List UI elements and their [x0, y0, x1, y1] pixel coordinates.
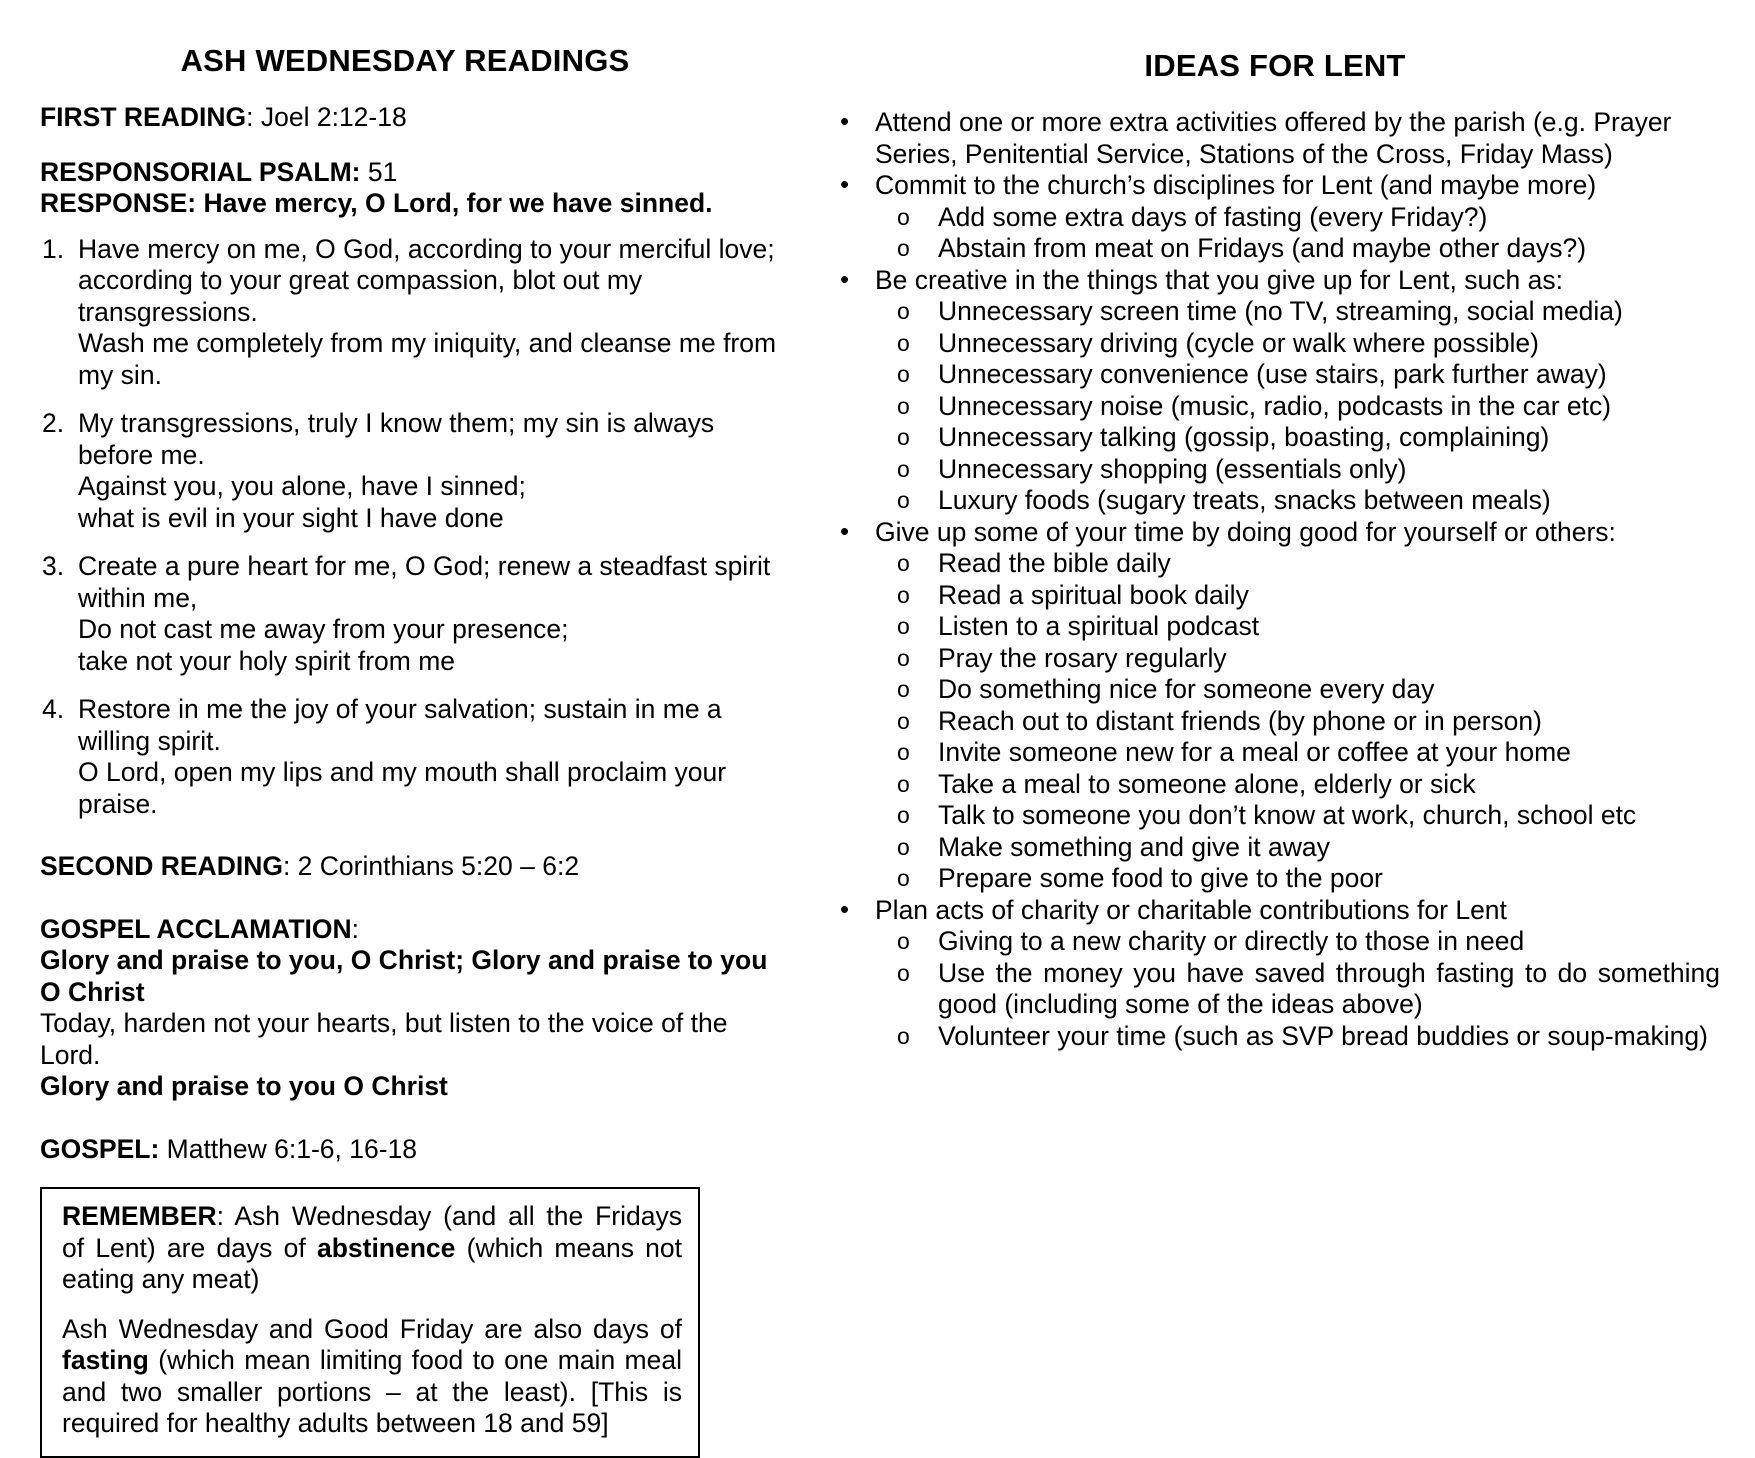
psalm-verse-line: O Lord, open my lips and my mouth shall proclaim your praise.	[78, 757, 727, 819]
idea-subitem	[875, 674, 1720, 706]
sub-bullet-circle-icon: o	[897, 1022, 910, 1049]
gospel-acclamation-line-3: Glory and praise to you O Christ	[40, 1071, 448, 1101]
ideas-bullet-list	[820, 107, 1720, 1052]
idea-subitem-label: Take a meal to someone alone, elderly or sick	[938, 768, 1476, 799]
idea-subitem-label: Talk to someone you don’t know at work, church, school etc	[938, 800, 1637, 830]
idea-subitem-list	[875, 548, 1720, 895]
spacer	[40, 883, 780, 914]
idea-subitem	[875, 769, 1720, 801]
idea-item	[820, 895, 1720, 1053]
spacer	[40, 79, 780, 102]
idea-item	[820, 107, 1720, 170]
sub-bullet-circle-icon: o	[897, 424, 910, 450]
spacer	[40, 134, 780, 157]
idea-subitem	[875, 391, 1720, 423]
idea-subitem-label: Make something and give it away	[938, 831, 1330, 862]
spacer	[40, 1103, 780, 1134]
psalm-verse-line: Against you, you alone, have I sinned;	[78, 471, 526, 501]
idea-subitem	[875, 296, 1720, 328]
idea-subitem	[875, 233, 1720, 265]
psalm-verse	[40, 234, 780, 392]
bullet-point-icon: •	[840, 893, 850, 924]
bullet-point-icon: •	[840, 106, 850, 136]
sub-bullet-circle-icon: o	[897, 235, 910, 261]
idea-subitem-label: Use the money you have saved through fasting to do something good (including some of the ideas above)	[938, 957, 1720, 1019]
idea-subitem	[875, 359, 1720, 391]
gospel-acclamation-heading	[40, 914, 780, 946]
gospel-acclamation-line-1: Glory and praise to you, O Christ; Glory and praise to you O Christ	[40, 945, 768, 1007]
idea-subitem-label: Giving to a new charity or directly to those in need	[938, 926, 1525, 956]
idea-subitem	[875, 706, 1720, 738]
page-title-ideas-for-lent: IDEAS FOR LENT	[1144, 48, 1406, 83]
idea-subitem	[875, 737, 1720, 769]
idea-item-label: Plan acts of charity or charitable contributions for Lent	[875, 894, 1507, 925]
sub-bullet-circle-icon: o	[897, 770, 910, 797]
psalm-verse-line: My transgressions, truly I know them; my sin is always before me.	[78, 408, 715, 470]
spacer	[40, 837, 780, 851]
psalm-verse-number: 1.	[42, 233, 65, 264]
idea-subitem	[875, 800, 1720, 832]
idea-subitem-label: Abstain from meat on Fridays (and maybe other days?)	[938, 233, 1587, 263]
sub-bullet-circle-icon: o	[897, 329, 910, 356]
psalm-verse-list	[40, 234, 780, 821]
psalm-verse	[40, 551, 780, 677]
idea-subitem	[875, 485, 1720, 517]
idea-subitem-label: Volunteer your time (such as SVP bread buddies or soup-making)	[938, 1020, 1708, 1051]
right-column	[820, 0, 1720, 1052]
sub-bullet-circle-icon: o	[897, 959, 910, 986]
idea-subitem	[875, 580, 1720, 612]
remember-fasting-emphasis: fasting	[62, 1345, 149, 1375]
psalm-verse-line: Have mercy on me, O God, according to your merciful love;	[78, 233, 775, 264]
idea-subitem	[875, 454, 1720, 486]
sub-bullet-circle-icon: o	[897, 739, 910, 765]
left-column	[40, 0, 780, 1458]
remember-label: REMEMBER	[62, 1201, 217, 1231]
response-line	[40, 188, 780, 220]
idea-item-label: Give up some of your time by doing good for yourself or others:	[875, 516, 1616, 547]
idea-subitem-list	[875, 202, 1720, 265]
idea-subitem-label: Do something nice for someone every day	[938, 674, 1435, 704]
sub-bullet-circle-icon: o	[897, 361, 910, 387]
idea-item	[820, 170, 1720, 265]
idea-subitem	[875, 328, 1720, 360]
remember-callout-box	[40, 1187, 700, 1458]
gospel-value: Matthew 6:1-6, 16-18	[159, 1133, 418, 1164]
sub-bullet-circle-icon: o	[897, 676, 910, 702]
idea-subitem-label: Unnecessary convenience (use stairs, park further away)	[938, 359, 1607, 389]
sub-bullet-circle-icon: o	[897, 392, 910, 419]
psalm-verse-line: Restore in me the joy of your salvation; sustain in me a willing spirit.	[78, 694, 722, 756]
idea-subitem	[875, 926, 1720, 958]
sub-bullet-circle-icon: o	[897, 644, 910, 671]
psalm-verse-line: Create a pure heart for me, O God; renew a steadfast spirit within me,	[78, 551, 771, 613]
second-reading-line	[40, 851, 780, 883]
idea-subitem	[875, 202, 1720, 234]
idea-subitem	[875, 958, 1720, 1021]
idea-subitem-label: Unnecessary screen time (no TV, streaming, social media)	[938, 296, 1623, 326]
idea-subitem-label: Read a spiritual book daily	[938, 579, 1249, 610]
idea-subitem-label: Reach out to distant friends (by phone or in person)	[938, 705, 1542, 736]
gospel-label: GOSPEL:	[40, 1133, 160, 1164]
bullet-point-icon: •	[840, 263, 850, 294]
idea-subitem	[875, 643, 1720, 675]
remember-paragraph-2	[62, 1314, 682, 1440]
idea-subitem-label: Unnecessary noise (music, radio, podcasts in the car etc)	[938, 390, 1612, 421]
remember-abstinence-emphasis: abstinence	[316, 1232, 456, 1263]
gospel-acclamation-label: GOSPEL ACCLAMATION	[40, 913, 352, 944]
sub-bullet-circle-icon: o	[897, 581, 910, 608]
first-reading-value: : Joel 2:12-18	[246, 102, 407, 132]
response-value: Have mercy, O Lord, for we have sinned.	[196, 188, 713, 218]
sub-bullet-circle-icon: o	[897, 865, 910, 891]
idea-item	[820, 517, 1720, 895]
idea-subitem-list	[875, 926, 1720, 1052]
sub-bullet-circle-icon: o	[897, 455, 910, 482]
gospel-acclamation-colon: :	[351, 913, 359, 944]
first-reading-line	[40, 102, 780, 134]
sub-bullet-circle-icon: o	[897, 203, 910, 230]
idea-subitem	[875, 1021, 1720, 1053]
bullet-point-icon: •	[840, 169, 850, 199]
page-title-ash-wednesday-readings: ASH WEDNESDAY READINGS	[180, 43, 630, 78]
idea-item-label: Commit to the church’s disciplines for Lent (and maybe more)	[875, 170, 1597, 200]
response-label: RESPONSE:	[40, 188, 197, 218]
idea-subitem-label: Prepare some food to give to the poor	[938, 863, 1383, 893]
idea-subitem-label: Invite someone new for a meal or coffee at your home	[938, 737, 1571, 767]
idea-subitem-label: Unnecessary driving (cycle or walk where possible)	[938, 327, 1539, 358]
idea-subitem	[875, 832, 1720, 864]
idea-subitem-label: Luxury foods (sugary treats, snacks between meals)	[938, 485, 1551, 515]
idea-subitem	[875, 863, 1720, 895]
sub-bullet-circle-icon: o	[897, 928, 910, 954]
spacer	[820, 84, 1720, 107]
second-reading-value: : 2 Corinthians 5:20 – 6:2	[282, 851, 580, 881]
psalm-verse-line: according to your great compassion, blot out my transgressions.	[78, 265, 643, 327]
idea-subitem-label: Read the bible daily	[938, 548, 1171, 578]
sub-bullet-circle-icon: o	[897, 802, 910, 828]
sub-bullet-circle-icon: o	[897, 613, 910, 639]
idea-subitem	[875, 422, 1720, 454]
sub-bullet-circle-icon: o	[897, 550, 910, 576]
remember-text-d: (which mean limiting food to one main meal and two smaller portions – at the least). [This is required for healthy adults between 18 and 59]	[62, 1345, 682, 1438]
psalm-verse-number: 2.	[42, 408, 65, 438]
psalm-verse-line: take not your holy spirit from me	[78, 645, 456, 676]
gospel-line	[40, 1134, 780, 1166]
spacer	[40, 220, 780, 234]
first-reading-label: FIRST READING	[40, 102, 247, 132]
psalm-verse	[40, 408, 780, 534]
remember-text-c: Ash Wednesday and Good Friday are also days of	[62, 1313, 682, 1344]
psalm-verse-line: Wash me completely from my iniquity, and cleanse me from my sin.	[78, 328, 777, 390]
idea-subitem-label: Add some extra days of fasting (every Friday?)	[938, 201, 1488, 232]
idea-item-label: Be creative in the things that you give up for Lent, such as:	[875, 264, 1563, 295]
idea-subitem	[875, 611, 1720, 643]
psalm-verse-number: 4.	[42, 694, 65, 724]
responsorial-psalm-line	[40, 157, 780, 189]
gospel-acclamation-line-2: Today, harden not your hearts, but listen to the voice of the Lord.	[40, 1008, 728, 1070]
remember-text-b: (which means not eating any meat)	[62, 1232, 682, 1294]
idea-subitem	[875, 548, 1720, 580]
idea-subitem-label: Listen to a spiritual podcast	[938, 611, 1260, 641]
psalm-verse-number: 3.	[42, 551, 65, 581]
remember-text-a: : Ash Wednesday (and all the Fridays of Lent) are days of	[62, 1201, 682, 1263]
idea-subitem-label: Pray the rosary regularly	[938, 642, 1227, 673]
bullet-point-icon: •	[840, 515, 850, 546]
psalm-verse-line: what is evil in your sight I have done	[78, 502, 504, 533]
psalm-verse-line: Do not cast me away from your presence;	[78, 614, 569, 644]
sub-bullet-circle-icon: o	[897, 487, 910, 513]
sub-bullet-circle-icon: o	[897, 298, 910, 324]
sub-bullet-circle-icon: o	[897, 707, 910, 734]
sub-bullet-circle-icon: o	[897, 833, 910, 860]
idea-subitem-label: Unnecessary talking (gossip, boasting, complaining)	[938, 422, 1550, 452]
responsorial-psalm-label: RESPONSORIAL PSALM:	[40, 156, 361, 187]
idea-item-label: Attend one or more extra activities offered by the parish (e.g. Prayer Series, Penitential Service, Stations of the Cross, Friday Mass)	[875, 107, 1672, 169]
second-reading-label: SECOND READING	[40, 851, 283, 881]
idea-item	[820, 265, 1720, 517]
remember-paragraph-1	[62, 1201, 682, 1296]
psalm-verse	[40, 694, 780, 820]
idea-subitem-label: Unnecessary shopping (essentials only)	[938, 453, 1407, 484]
idea-subitem-list	[875, 296, 1720, 517]
responsorial-psalm-value: 51	[360, 156, 398, 187]
